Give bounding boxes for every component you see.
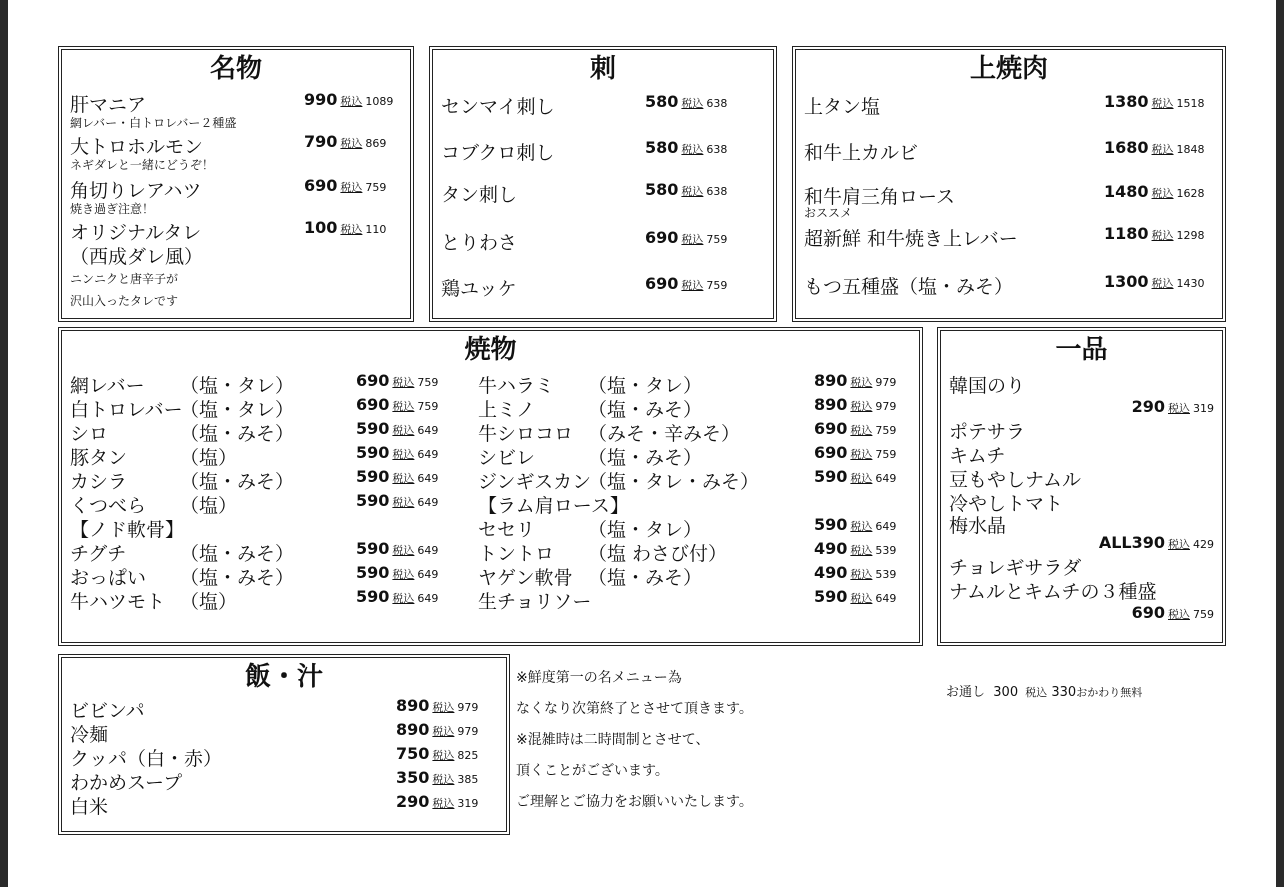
menu-item: とりわさ 690 税込 759 bbox=[441, 228, 728, 254]
menu-note: 網レバー・白トロレバー２種盛 bbox=[70, 116, 237, 130]
sashi-box bbox=[429, 46, 777, 322]
joyakiniku-title: 上焼肉 bbox=[969, 54, 1048, 84]
notice-line: 頂くことがございます。 bbox=[516, 763, 669, 779]
yakimono-item: おっぱい （塩・みそ） 590 税込 649 bbox=[70, 563, 439, 589]
yakimono-item: シビレ （塩・みそ） 690 税込 759 bbox=[478, 443, 897, 469]
ippin-box bbox=[937, 327, 1226, 646]
meibutsu-title: 名物 bbox=[209, 54, 262, 84]
menu-item-sub: （西成ダレ風） bbox=[70, 246, 204, 268]
menu-price: ALL390 税込 429 bbox=[1098, 533, 1214, 552]
menu-item: 和牛肩三角ロース 1480 税込 1628 bbox=[804, 182, 1205, 208]
menu-item: チョレギサラダ bbox=[949, 557, 1082, 579]
menu-item: ビビンパ 890 税込 979 bbox=[70, 696, 479, 722]
yakimono-item: 【ノド軟骨】 bbox=[70, 519, 185, 541]
menu-item: センマイ刺し 580 税込 638 bbox=[441, 92, 728, 118]
notice-line: ※鮮度第一の名メニュー為 bbox=[516, 670, 682, 686]
menu-item: 冷やしトマト bbox=[949, 493, 1064, 515]
yakimono-item: シロ （塩・みそ） 590 税込 649 bbox=[70, 419, 439, 445]
yakimono-item: 網レバー （塩・タレ） 690 税込 759 bbox=[70, 371, 439, 397]
menu-item: 上タン塩 1380 税込 1518 bbox=[804, 92, 1205, 118]
menu-item: 白米 290 税込 319 bbox=[70, 792, 479, 818]
yakimono-title: 焼物 bbox=[464, 335, 517, 365]
menu-item: 超新鮮 和牛焼き上レバー 1180 税込 1298 bbox=[804, 224, 1205, 250]
joyakiniku-box bbox=[792, 46, 1226, 322]
menu-item: わかめスープ 350 税込 385 bbox=[70, 768, 479, 794]
yakimono-item: くつべら （塩） 590 税込 649 bbox=[70, 491, 439, 517]
yakimono-item: カシラ （塩・みそ） 590 税込 649 bbox=[70, 467, 439, 493]
yakimono-item: 【ラム肩ロース】 bbox=[478, 495, 629, 517]
menu-item: もつ五種盛（塩・みそ） 1300 税込 1430 bbox=[804, 272, 1205, 298]
menu-item: 豆もやしナムル bbox=[949, 469, 1082, 491]
menu-note: 沢山入ったタレです bbox=[70, 294, 179, 308]
menu-item: ポテサラ bbox=[949, 421, 1026, 443]
yakimono-item: 豚タン （塩） 590 税込 649 bbox=[70, 443, 439, 469]
menu-price: 290 税込 319 bbox=[1131, 397, 1214, 416]
yakimono-item: 白トロレバー （塩・タレ） 690 税込 759 bbox=[70, 395, 439, 421]
yakimono-item: トントロ （塩 わさび付） 490 税込 539 bbox=[478, 539, 897, 565]
menu-item: クッパ（白・赤） 750 税込 825 bbox=[70, 744, 479, 770]
otoshi-line: お通し 300 税込 330おかわり無料 bbox=[946, 685, 1143, 700]
notice-line: ※混雑時は二時間制とさせて、 bbox=[516, 732, 710, 748]
right-edge-bar bbox=[1276, 0, 1284, 887]
menu-item: 韓国のり bbox=[949, 375, 1026, 397]
yakimono-item: 上ミノ （塩・みそ） 890 税込 979 bbox=[478, 395, 897, 421]
yakimono-box bbox=[58, 327, 923, 646]
menu-item: 冷麺 890 税込 979 bbox=[70, 720, 479, 746]
menu-item: オリジナルタレ 100 税込 110 bbox=[70, 218, 387, 244]
meibutsu-box bbox=[58, 46, 414, 322]
menu-item: コブクロ刺し 580 税込 638 bbox=[441, 138, 728, 164]
yakimono-item: 牛ハラミ （塩・タレ） 890 税込 979 bbox=[478, 371, 897, 397]
meshi-title: 飯・汁 bbox=[244, 662, 323, 692]
menu-note: ネギダレと一緒にどうぞ！ bbox=[70, 158, 214, 172]
notice-line: ご理解とご協力をお願いいたします。 bbox=[516, 794, 753, 810]
recommend-note: おススメ bbox=[804, 206, 853, 220]
meshi-box bbox=[58, 654, 510, 835]
yakimono-item: ジンギスカン （塩・タレ・みそ） 590 税込 649 bbox=[478, 467, 897, 493]
yakimono-item: 生チョリソー 590 税込 649 bbox=[478, 587, 897, 613]
yakimono-item: チグチ （塩・みそ） 590 税込 649 bbox=[70, 539, 439, 565]
menu-note: 焼き過ぎ注意！ bbox=[70, 202, 155, 216]
menu-item: タン刺し 580 税込 638 bbox=[441, 180, 728, 206]
sashi-title: 刺 bbox=[589, 54, 616, 84]
menu-item: 和牛上カルビ 1680 税込 1848 bbox=[804, 138, 1205, 164]
menu-item: 肝マニア 990 税込 1089 bbox=[70, 90, 394, 116]
ippin-title: 一品 bbox=[1055, 335, 1108, 365]
notice-line: なくなり次第終了とさせて頂きます。 bbox=[516, 701, 753, 717]
menu-item: 鶏ユッケ 690 税込 759 bbox=[441, 274, 728, 300]
menu-item: 梅水晶 bbox=[949, 515, 1007, 537]
menu-item: 角切りレアハツ 690 税込 759 bbox=[70, 176, 387, 202]
menu-note: ニンニクと唐辛子が bbox=[70, 272, 179, 286]
yakimono-item: ヤゲン軟骨 （塩・みそ） 490 税込 539 bbox=[478, 563, 897, 589]
menu-price: 690 税込 759 bbox=[1131, 603, 1214, 622]
menu-item: 大トロホルモン 790 税込 869 bbox=[70, 132, 387, 158]
yakimono-item: セセリ （塩・タレ） 590 税込 649 bbox=[478, 515, 897, 541]
menu-item: キムチ bbox=[949, 445, 1006, 467]
menu-item: ナムルとキムチの３種盛 bbox=[949, 581, 1157, 603]
yakimono-item: 牛ハツモト （塩） 590 税込 649 bbox=[70, 587, 439, 613]
left-edge-bar bbox=[0, 0, 8, 887]
yakimono-item: 牛シロコロ （みそ・辛みそ） 690 税込 759 bbox=[478, 419, 897, 445]
